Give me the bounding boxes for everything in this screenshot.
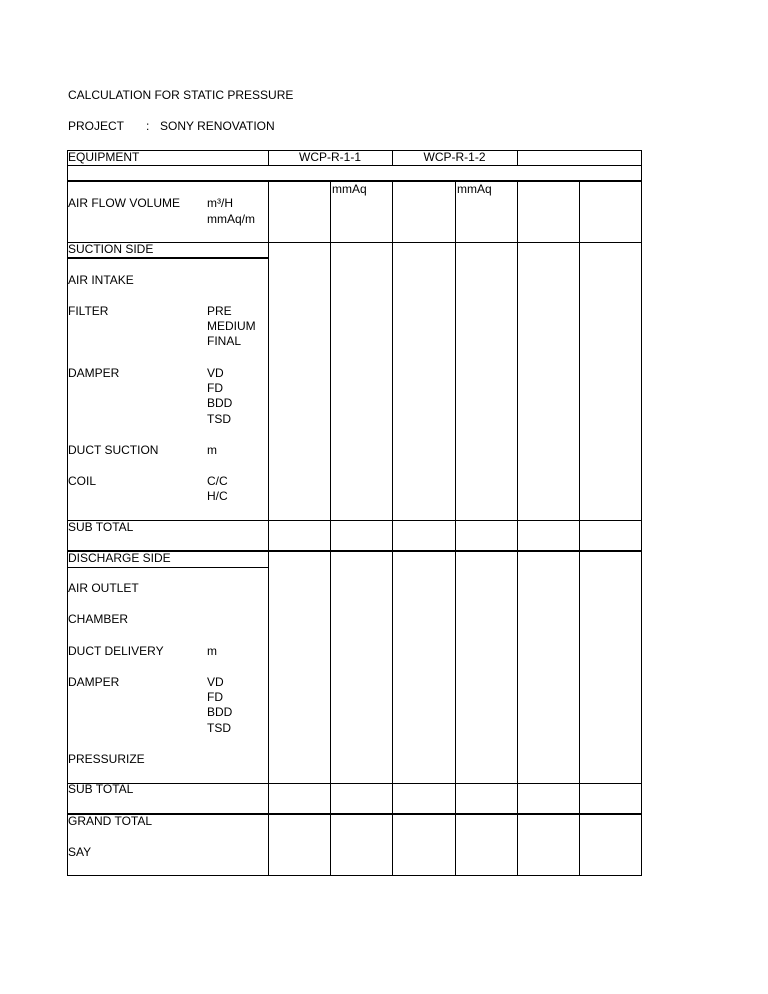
equipment-col-1: WCP-R-1-1 — [299, 150, 361, 164]
equipment-header: EQUIPMENT — [68, 150, 140, 164]
grid-line — [330, 180, 331, 876]
discharge-side-heading: DISCHARGE SIDE — [68, 551, 171, 565]
unit-mmaq-1: mmAq — [332, 182, 367, 196]
grand-total-label: GRAND TOTAL — [68, 814, 153, 828]
sub-total-label: SUB TOTAL — [68, 520, 134, 534]
grid-line — [268, 180, 269, 876]
air-flow-unit-2: mmAq/m — [207, 212, 255, 226]
grid-line — [517, 180, 518, 876]
duct-delivery-unit: m — [207, 644, 217, 658]
coil-label: COIL — [68, 474, 97, 488]
grid-line — [579, 180, 580, 876]
sub-total-label: SUB TOTAL — [68, 782, 134, 796]
suction-side-heading: SUCTION SIDE — [68, 242, 154, 256]
project-label: PROJECT — [68, 119, 125, 133]
duct-suction-unit: m — [207, 443, 217, 457]
grid-line — [67, 520, 642, 521]
pressurize-label: PRESSURIZE — [68, 752, 145, 766]
duct-suction-label: DUCT SUCTION — [68, 443, 159, 457]
grid-line — [517, 150, 518, 165]
filter-sub: MEDIUM — [207, 319, 256, 333]
grid-line — [67, 567, 268, 568]
filter-sub: FINAL — [207, 334, 242, 348]
damper-label: DAMPER — [68, 675, 120, 689]
grid-line — [392, 180, 393, 876]
grid-line — [641, 150, 642, 876]
grid-line — [455, 180, 456, 876]
page-title: CALCULATION FOR STATIC PRESSURE — [68, 88, 294, 102]
damper-sub: VD — [207, 366, 224, 380]
equipment-col-2: WCP-R-1-2 — [423, 150, 486, 164]
grid-line — [67, 813, 642, 815]
damper-label: DAMPER — [68, 366, 120, 380]
damper-sub: TSD — [207, 721, 231, 735]
damper-sub: FD — [207, 690, 223, 704]
air-intake-label: AIR INTAKE — [68, 273, 134, 287]
damper-sub: FD — [207, 381, 223, 395]
grid-line — [67, 150, 68, 876]
coil-sub: H/C — [207, 489, 228, 503]
filter-label: FILTER — [68, 304, 109, 318]
air-outlet-label: AIR OUTLET — [68, 581, 139, 595]
damper-sub: BDD — [207, 705, 233, 719]
say-label: SAY — [68, 845, 92, 859]
grid-line — [67, 875, 642, 876]
chamber-label: CHAMBER — [68, 612, 129, 626]
grid-line — [67, 783, 642, 784]
air-flow-label: AIR FLOW VOLUME — [68, 196, 181, 210]
grid-line — [67, 257, 268, 259]
filter-sub: PRE — [207, 304, 232, 318]
project-colon: : — [146, 119, 150, 133]
damper-sub: BDD — [207, 396, 233, 410]
damper-sub: VD — [207, 675, 224, 689]
coil-sub: C/C — [207, 474, 228, 488]
unit-mmaq-2: mmAq — [457, 182, 492, 196]
duct-delivery-label: DUCT DELIVERY — [68, 644, 164, 658]
damper-sub: TSD — [207, 412, 231, 426]
grid-line — [67, 165, 642, 166]
air-flow-unit-1: m³/H — [207, 196, 233, 210]
project-name: SONY RENOVATION — [160, 119, 275, 133]
